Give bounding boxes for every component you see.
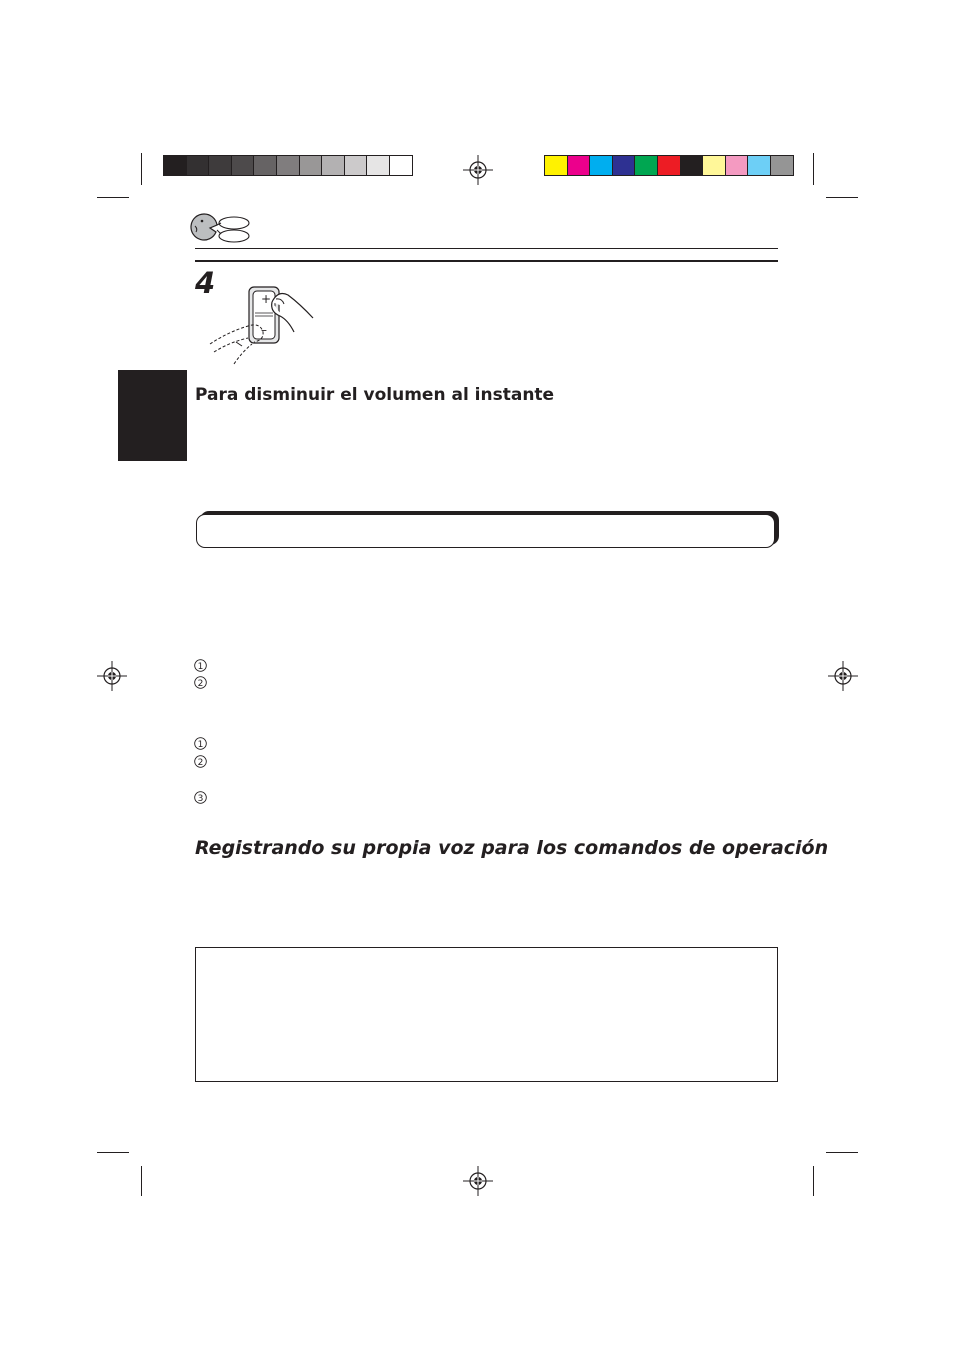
voice-registration-heading: Registrando su propia voz para los comandos de operación [195,837,829,859]
crop-mark-top-right-vertical [813,153,814,185]
grayscale-swatch [344,155,368,176]
registration-target-icon [463,155,493,185]
registration-target-icon [463,1166,493,1196]
svg-text:–: – [261,323,267,337]
grayscale-swatch [321,155,345,176]
volume-remote-hand-icon [208,282,318,368]
grayscale-swatch [186,155,210,176]
header-rule [195,248,778,249]
section-subheading: Para disminuir el volumen al instante [195,385,555,405]
voice-command-head-icon [190,212,252,244]
list-marker: 1 [194,737,207,750]
language-side-tab [118,370,187,461]
color-swatch [657,155,681,176]
color-swatch [589,155,613,176]
grayscale-swatch [208,155,232,176]
grayscale-swatch [389,155,413,176]
grayscale-swatch [163,155,187,176]
crop-mark-top-left-vertical [141,153,142,185]
crop-mark-top-left-horizontal [97,197,129,198]
svg-text:+: + [261,292,272,306]
color-swatch [747,155,771,176]
list-marker: 1 [194,659,207,672]
note-box [195,947,778,1082]
color-swatch [702,155,726,176]
grayscale-swatch [366,155,390,176]
color-swatch [770,155,794,176]
crop-mark-bottom-left-vertical [141,1166,142,1196]
step-rule [195,260,778,262]
grayscale-swatch [231,155,255,176]
grayscale-swatch [276,155,300,176]
list-marker: 3 [194,791,207,804]
section-title-bar [196,514,775,548]
step-number: 4 [195,266,216,300]
color-swatch [634,155,658,176]
list-marker: 2 [194,676,207,689]
color-swatch [725,155,749,176]
color-swatch [544,155,568,176]
list-marker: 2 [194,755,207,768]
registration-target-icon [828,661,858,691]
grayscale-swatch [253,155,277,176]
crop-mark-bottom-right-vertical [813,1166,814,1196]
crop-mark-top-right-horizontal [826,197,858,198]
registration-target-icon [97,661,127,691]
color-swatch [680,155,704,176]
grayscale-swatch [299,155,323,176]
color-swatch [567,155,591,176]
color-swatch [612,155,636,176]
crop-mark-bottom-left-horizontal [97,1152,129,1153]
crop-mark-bottom-right-horizontal [826,1152,858,1153]
